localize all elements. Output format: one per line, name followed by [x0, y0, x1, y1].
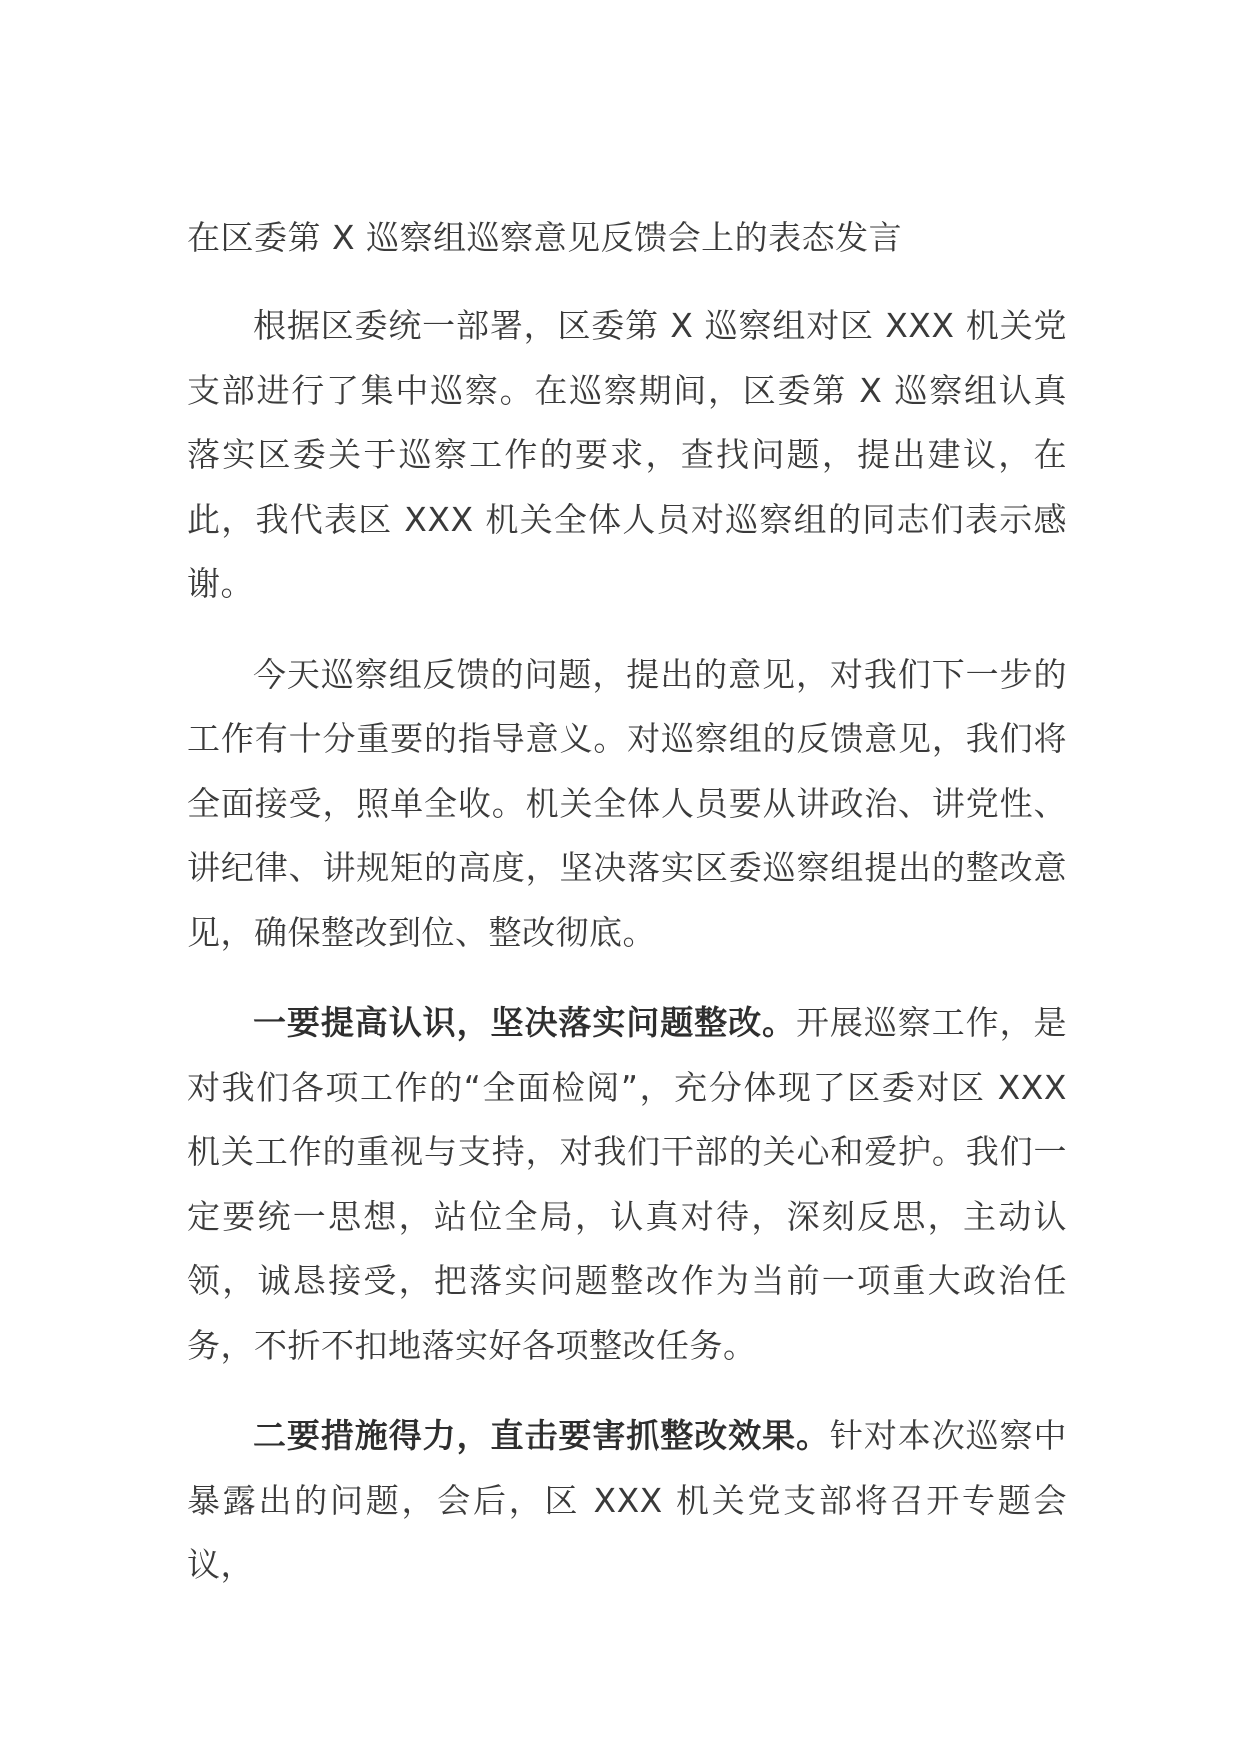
paragraph-text: 针对本次巡察中暴露出的问题，会后，区 XXX 机关党支部将召开专题会议，: [187, 1416, 1068, 1584]
document-title: 在区委第 X 巡察组巡察意见反馈会上的表态发言: [187, 218, 903, 257]
paragraph-lead-heading: 一要提高认识，坚决落实问题整改。: [253, 1003, 796, 1042]
paragraph-intro: [187, 294, 1067, 617]
paragraph-text: 开展巡察工作，是对我们各项工作的“全面检阅”，充分体现了区委对区 XXX 机关工作的重视与支持，对我们干部的关心和爱护。我们一定要统一思想，站位全局，认真对待，深刻反思，主动认领，诚恳接受，把落实问题整改作为当前一项重大政治任务，不折不扣地落实好各项整改任务。: [187, 1003, 1068, 1365]
paragraph-point-one: [187, 991, 1067, 1378]
paragraph-lead-heading: 二要措施得力，直击要害抓整改效果。: [253, 1416, 830, 1455]
paragraph-point-two: [187, 1404, 1067, 1598]
document-body: [187, 206, 1067, 1624]
paragraph-text: 根据区委统一部署，区委第 X 巡察组对区 XXX 机关党支部进行了集中巡察。在巡察期间，区委第 X 巡察组认真落实区委关于巡察工作的要求，查找问题，提出建议，在此，我代表区 XXX 机关全体人员对巡察组的同志们表示感谢。: [187, 306, 1067, 603]
paragraph-acceptance: [187, 643, 1067, 966]
paragraph-text: 今天巡察组反馈的问题，提出的意见，对我们下一步的工作有十分重要的指导意义。对巡察组的反馈意见，我们将全面接受，照单全收。机关全体人员要从讲政治、讲党性、讲纪律、讲规矩的高度，坚决落实区委巡察组提出的整改意见，确保整改到位、整改彻底。: [187, 654, 1067, 952]
